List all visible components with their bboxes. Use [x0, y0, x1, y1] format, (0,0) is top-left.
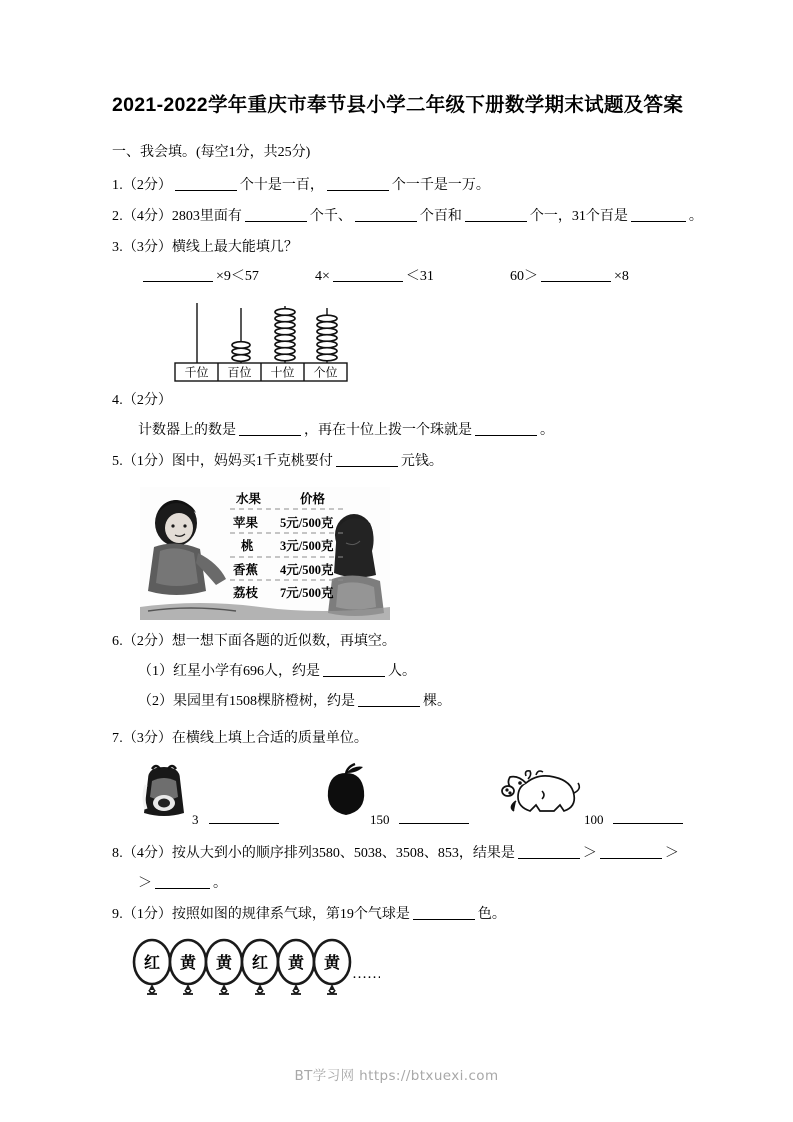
question-1-points: （2分）	[122, 178, 172, 193]
balloon-3	[206, 940, 242, 994]
price-row-4-price: 7元/500克	[280, 586, 334, 600]
fruit-stand-figure	[140, 487, 390, 620]
footer-watermark: BT学习网 https://btxuexi.com	[294, 1068, 499, 1084]
question-7-objects-row	[112, 758, 688, 830]
balloon-1-label: 红	[143, 955, 161, 972]
question-1-text-a: 个十是一百，	[239, 178, 324, 193]
question-6-sub-1-text-a: 红星小学有696人，约是	[173, 664, 320, 679]
question-3-expr-3-suffix: ×8	[614, 269, 629, 284]
question-3-expression-3	[510, 265, 629, 285]
question-3-number: 3.	[112, 240, 123, 255]
question-2-text-d: 个一，31个百是	[529, 209, 628, 224]
abacus-place-tens: 十位	[270, 365, 295, 380]
question-5-blank-1[interactable]	[336, 466, 398, 467]
question-2-text-a: 2803里面有	[171, 209, 242, 224]
price-row-1-price: 5元/500克	[280, 516, 334, 530]
question-3-expressions	[112, 265, 688, 295]
question-2-blank-1[interactable]	[245, 221, 307, 222]
question-3-text-a: 横线上最大能填几？	[171, 240, 298, 255]
question-4-blank-2[interactable]	[475, 435, 537, 436]
question-8-number: 8.	[112, 846, 123, 861]
balloon-1	[134, 940, 170, 994]
question-8-gt-1: ＞	[582, 846, 597, 861]
question-5	[112, 446, 688, 477]
question-9-text-a: 按照如图的规律系气球，第19个气球是	[171, 907, 410, 922]
question-2-points: （4分）	[122, 209, 172, 224]
apple-object	[322, 761, 370, 822]
question-6-number: 6.	[112, 634, 123, 649]
section-heading: 一、我会填。(每空1分，共25分)	[112, 145, 311, 160]
question-8-blank-1[interactable]	[518, 858, 580, 859]
balloon-4	[242, 940, 278, 994]
balloon-5-label: 黄	[287, 955, 305, 972]
question-7-blank-1[interactable]	[209, 823, 279, 824]
fruit-stand-image	[140, 487, 390, 620]
pig-value-label: 100	[584, 812, 604, 827]
balloon-6	[314, 940, 350, 994]
question-3-blank-1[interactable]	[143, 281, 213, 282]
question-3	[112, 232, 688, 263]
question-6-sub-2-text-b: 棵。	[423, 694, 451, 709]
pig-object	[496, 767, 582, 822]
question-4-number: 4.	[112, 393, 123, 408]
question-6-points: （2分）	[122, 634, 172, 649]
question-2	[112, 201, 703, 232]
question-9-number: 9.	[112, 907, 123, 922]
backpack-icon	[138, 763, 190, 821]
question-8-text-a: 按从大到小的顺序排列3580、5038、3508、853，结果是	[171, 846, 515, 861]
price-board-header-price: 价格	[300, 492, 326, 506]
price-row-3-fruit: 香蕉	[233, 563, 259, 577]
question-9-text-b: 色。	[477, 907, 506, 922]
question-3-expression-2	[315, 265, 434, 285]
balloons-ellipsis: ……	[352, 966, 380, 982]
backpack-object	[138, 763, 190, 826]
question-1-text-b: 个一千是一万。	[391, 178, 490, 193]
question-6-sub-1-text-b: 人。	[388, 664, 416, 679]
question-9-blank-1[interactable]	[413, 919, 475, 920]
apple-value-label: 150	[370, 812, 390, 827]
question-2-text-e: 。	[688, 209, 703, 224]
question-6-sub-2-text-a: 果园里有1508棵脐橙树，约是	[173, 694, 355, 709]
question-5-text-a: 图中，妈妈买1千克桃要付	[171, 454, 333, 469]
apple-icon	[322, 761, 370, 817]
question-7-number: 7.	[112, 731, 123, 746]
question-4	[112, 385, 688, 416]
question-4-text-c: 。	[540, 423, 554, 438]
question-8-gt-3: ＞	[138, 876, 152, 891]
question-5-points: （1分）	[122, 454, 172, 469]
question-3-expr-3-prefix: 60＞	[510, 269, 538, 284]
question-8-gt-2: ＞	[664, 846, 679, 861]
question-3-blank-2[interactable]	[333, 281, 403, 282]
question-6-sub-1-blank[interactable]	[323, 676, 385, 677]
abacus-figure-wrap	[172, 299, 688, 385]
question-5-number: 5.	[112, 454, 123, 469]
price-row-2-price: 3元/500克	[280, 539, 334, 553]
balloon-2	[170, 940, 206, 994]
question-8-blank-2[interactable]	[600, 858, 662, 859]
question-6-sub-2-label: （2）	[138, 694, 173, 709]
abacus-place-thousands: 千位	[184, 365, 209, 380]
question-7-text-a: 在横线上填上合适的质量单位。	[171, 731, 368, 746]
balloon-4-label: 红	[251, 955, 269, 972]
page-content	[112, 88, 703, 1002]
question-8-continued	[112, 869, 688, 899]
abacus-counter-icon	[172, 299, 350, 385]
question-6-sub-1	[112, 657, 688, 687]
question-8-blank-3[interactable]	[155, 888, 210, 889]
question-6-sub-2	[112, 687, 688, 717]
question-1	[112, 170, 688, 201]
question-6-text-a: 想一想下面各题的近似数，再填空。	[171, 634, 396, 649]
question-8-points: （4分）	[122, 846, 172, 861]
question-3-blank-3[interactable]	[541, 281, 611, 282]
abacus-place-ones: 个位	[313, 365, 338, 380]
question-4-text-b: ，再在十位上拨一个珠就是	[304, 423, 472, 438]
question-7-blank-2[interactable]	[399, 823, 469, 824]
question-2-blank-3[interactable]	[465, 221, 527, 222]
balloon-3-label: 黄	[215, 955, 233, 972]
question-1-blank-1[interactable]	[175, 190, 237, 191]
balloon-pattern-figure	[130, 936, 380, 1002]
price-board-header-fruit: 水果	[236, 492, 262, 506]
question-1-number: 1.	[112, 178, 123, 193]
question-7-blank-3[interactable]	[613, 823, 683, 824]
question-8-text-end: 。	[213, 876, 227, 891]
price-row-1-fruit: 苹果	[233, 516, 259, 530]
question-3-expr-2-prefix: 4×	[315, 269, 330, 284]
balloon-5	[278, 940, 314, 994]
question-4-body	[112, 416, 688, 446]
question-9	[112, 899, 688, 930]
question-4-text-a: 计数器上的数是	[138, 423, 236, 438]
question-6-sub-1-label: （1）	[138, 664, 173, 679]
question-5-text-b: 元钱。	[400, 454, 443, 469]
balloons-icon	[130, 936, 380, 1002]
question-2-number: 2.	[112, 209, 123, 224]
question-2-blank-4[interactable]	[631, 221, 686, 222]
question-4-blank-1[interactable]	[239, 435, 301, 436]
page-title: 2021-2022学年重庆市奉节县小学二年级下册数学期末试题及答案	[112, 94, 684, 116]
question-3-expr-2-suffix: ＜31	[405, 269, 434, 284]
question-1-blank-2[interactable]	[327, 190, 389, 191]
price-row-2-fruit: 桃	[241, 539, 254, 553]
question-4-points: （2分）	[122, 393, 172, 408]
price-row-4-fruit: 荔枝	[233, 586, 259, 600]
pig-icon	[496, 767, 582, 817]
question-6	[112, 626, 688, 657]
question-2-text-b: 个千、	[309, 209, 352, 224]
question-3-points: （3分）	[122, 240, 172, 255]
question-7-points: （3分）	[122, 731, 172, 746]
question-3-expression-1	[140, 265, 259, 285]
question-6-sub-2-blank[interactable]	[358, 706, 420, 707]
question-8	[112, 838, 688, 869]
balloon-2-label: 黄	[179, 955, 197, 972]
question-2-blank-2[interactable]	[355, 221, 417, 222]
question-2-text-c: 个百和	[419, 209, 462, 224]
question-7	[112, 723, 688, 754]
balloon-6-label: 黄	[323, 955, 341, 972]
price-row-3-price: 4元/500克	[280, 563, 334, 577]
abacus-place-hundreds: 百位	[227, 365, 252, 380]
question-3-expr-1-suffix: ×9＜57	[216, 269, 259, 284]
question-9-points: （1分）	[122, 907, 172, 922]
backpack-value-label: 3	[192, 812, 199, 827]
